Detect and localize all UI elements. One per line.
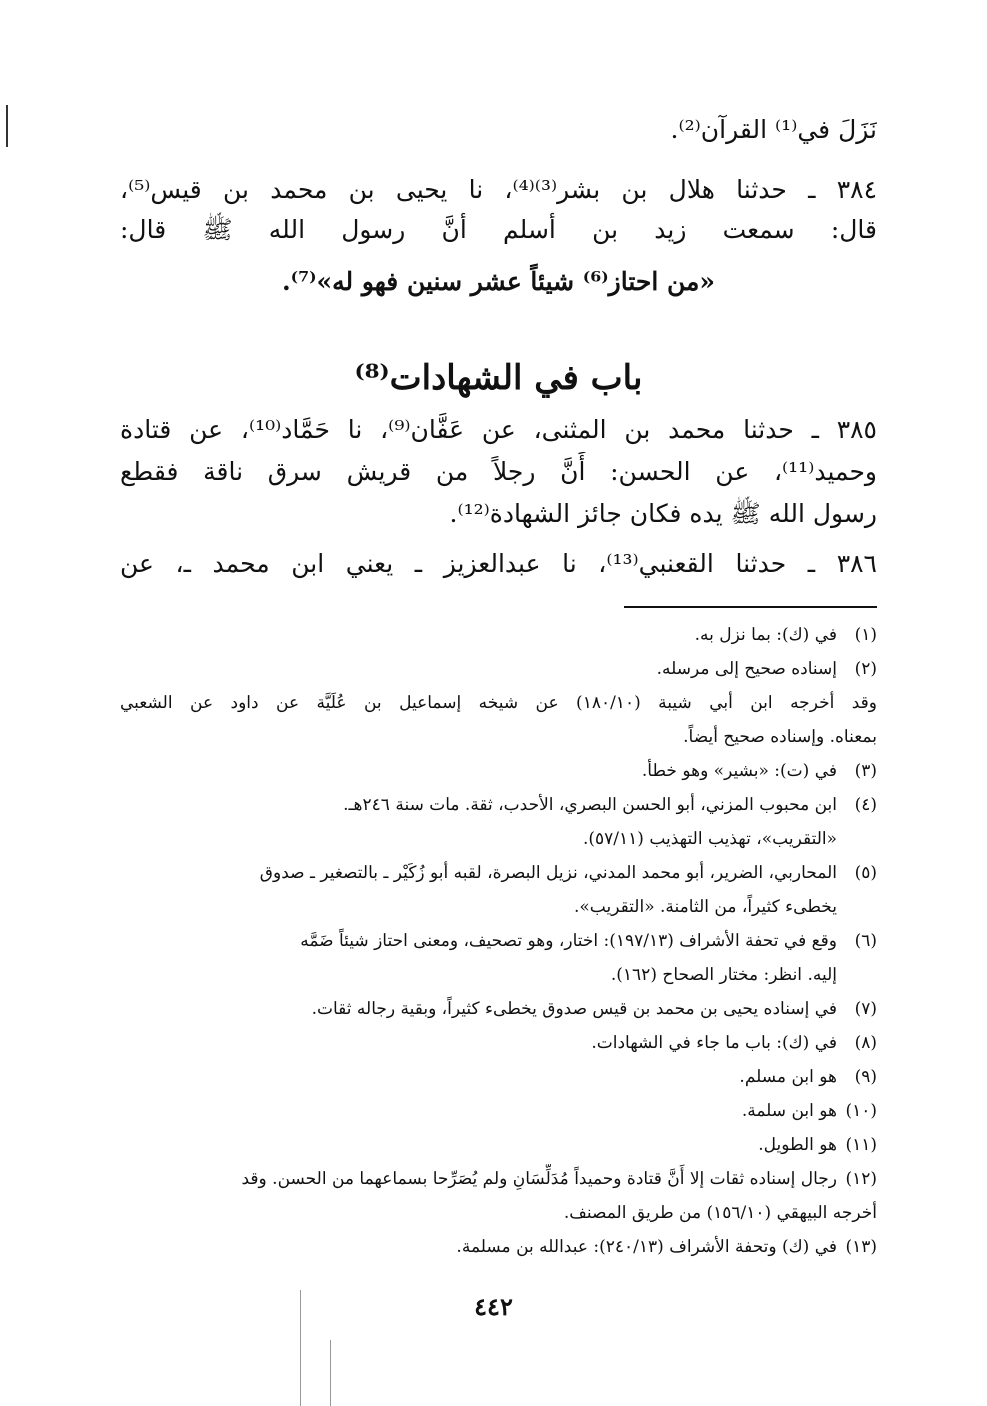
footnote-continuation: إليه. انظر: مختار الصحاح (١٦٢). (610, 965, 837, 985)
body-line: نَزَلَ في⁽¹⁾ القرآن⁽²⁾. (670, 115, 877, 144)
footnote-continuation: وقد أخرجه ابن أبي شيبة (١٨٠/١٠) عن شيخه إسماعيل بن عُلَيَّة عن داود عن الشعبي (120, 693, 877, 713)
body-line: وحميد⁽¹¹⁾، عن الحسن: أَنَّ رجلاً من قريش سرق ناقة فقطع (120, 457, 877, 486)
hadith-quote: «من احتاز⁽⁶⁾ شيئاً عشر سنين فهو له»⁽⁷⁾. (281, 267, 716, 296)
scan-artifact-line (330, 1340, 331, 1406)
footnote: (٧)في إسناده يحيى بن محمد بن قيس صدوق يخطىء كثيراً، وبقية رجاله ثقات. (311, 999, 877, 1019)
page-number: ٤٤٢ (474, 1292, 513, 1321)
main-text-2 (120, 0, 877, 600)
footnote: (٥)المحاربي، الضرير، أبو محمد المدني، نزيل البصرة، لقبه أبو زُكَيْر ـ بالتصغير ـ صدوق (259, 863, 877, 883)
footnote: (١١)هو الطويل. (758, 1135, 877, 1155)
footnote: (٣)في (ت): «بشير» وهو خطأ. (641, 761, 877, 781)
body-line: ٣٨٥ ـ حدثنا محمد بن المثنى، عن عَفَّان⁽⁹⁾، نا حَمَّاد⁽¹⁰⁾، عن قتادة (120, 415, 877, 444)
footnote: (١)في (ك): بما نزل به. (694, 625, 877, 645)
footnote: (١٢)رجال إسناده ثقات إلا أَنَّ قتادة وحميداً مُدَلِّسَانِ ولم يُصَرِّحا بسماعهما من الحسن. وقد (241, 1169, 877, 1189)
body-line: ٣٨٦ ـ حدثنا القعنبي⁽¹³⁾، نا عبدالعزيز ـ يعني ابن محمد ـ، عن (120, 549, 877, 578)
footnote: (١٣)في (ك) وتحفة الأشراف (٢٤٠/١٣): عبدالله بن مسلمة. (456, 1237, 877, 1257)
footnote: (٦)وقع في تحفة الأشراف (١٩٧/١٣): اختار، وهو تصحيف، ومعنى احتاز شيئاً ضَمَّه (300, 931, 877, 951)
body-line: رسول الله ﷺ يده فكان جائز الشهادة⁽¹²⁾. (449, 499, 877, 528)
footnote-separator (624, 606, 877, 608)
footnote-continuation: «التقريب»، تهذيب التهذيب (٥٧/١١). (582, 829, 837, 849)
footnote: (٤)ابن محبوب المزني، أبو الحسن البصري، الأحدب، ثقة. مات سنة ٢٤٦هـ. (343, 795, 877, 815)
footnote: (٢)إسناده صحيح إلى مرسله. (656, 659, 877, 679)
footnote: (١٠)هو ابن سلمة. (741, 1101, 877, 1121)
footnote: (٩)هو ابن مسلم. (739, 1067, 877, 1087)
body-line: ٣٨٤ ـ حدثنا هلال بن بشر⁽³⁾⁽⁴⁾، نا يحيى بن محمد بن قيس⁽⁵⁾، (120, 175, 877, 204)
footnote-continuation: يخطىء كثيراً، من الثامنة. «التقريب». (573, 897, 837, 917)
scan-edge-mark (6, 105, 8, 147)
footnote: (٨)في (ك): باب ما جاء في الشهادات. (591, 1033, 877, 1053)
body-line: قال: سمعت زيد بن أسلم أنَّ رسول الله ﷺ قال: (120, 215, 877, 244)
chapter-heading: باب في الشهادات⁽⁸⁾ (354, 358, 643, 398)
footnote-continuation: بمعناه. وإسناده صحيح أيضاً. (683, 727, 877, 747)
footnote-continuation: أخرجه البيهقي (١٥٦/١٠) من طريق المصنف. (563, 1203, 877, 1223)
